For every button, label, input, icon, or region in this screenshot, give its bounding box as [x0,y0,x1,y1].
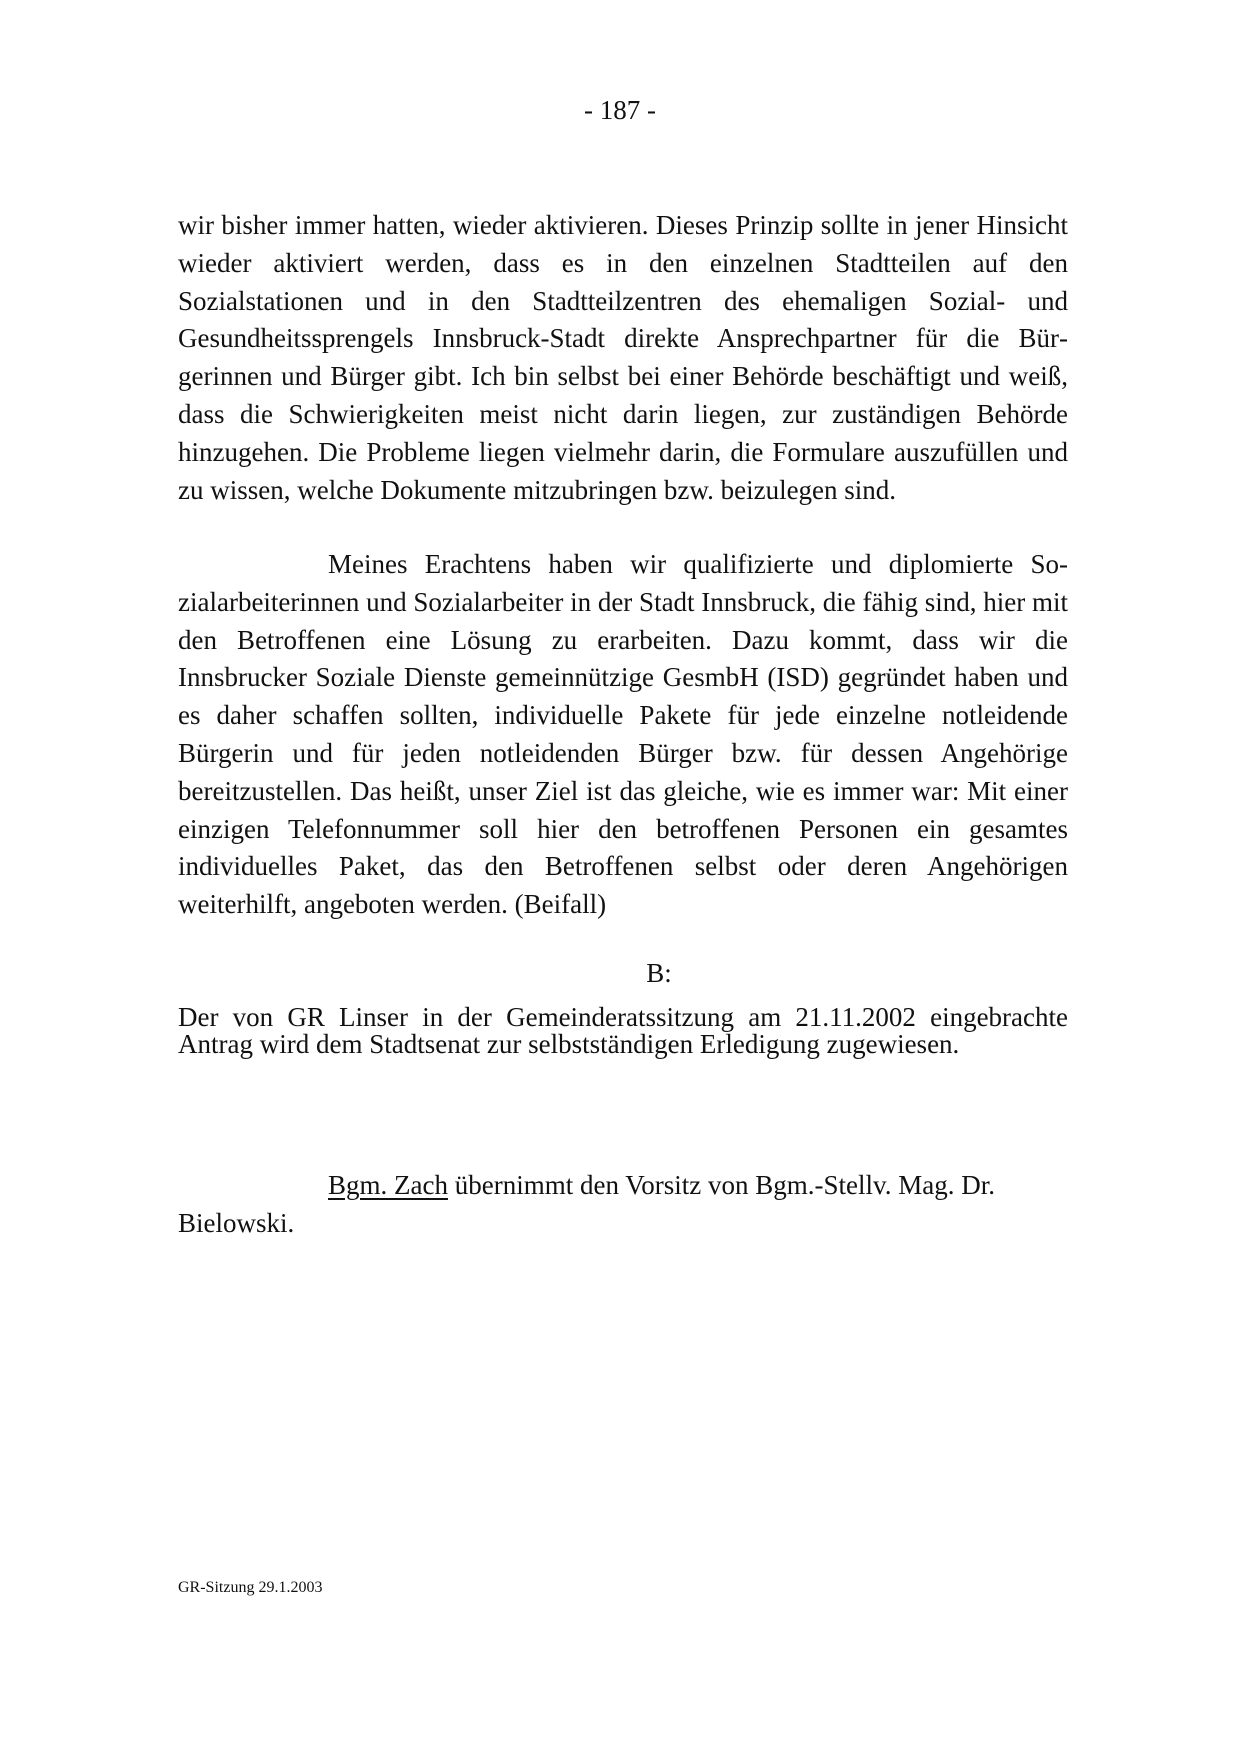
footer-session-date: GR-Sitzung 29.1.2003 [178,1579,323,1596]
chair-change-text: übernimmt den Vorsitz von Bgm.-Stellv. Mag. Dr. Bielowski. [178,1170,995,1238]
chair-change-note [178,1166,1068,1242]
decision-text: Der von GR Linser in der Gemeinderatssitzung am 21.11.2002 eingebrachte Antrag wird dem Stadtsenat zur selbstständigen Erledigung zugewiesen. [178,1002,1068,1059]
speaker-name: Bgm. Zach [328,1170,448,1200]
section-heading-b: B: [646,958,672,988]
page-number: - 187 - [584,95,656,125]
speech-paragraph: Meines Erachtens haben wir qualifizierte und diplomierte Sozialarbeiterinnen und Sozialarbeiter in der Stadt Innsbruck, die fähig sind, hier mit den Betroffenen eine Lösung zu erarbeiten. Dazu kommt, dass wir die Innsbrucker Soziale Dienste gemeinnützige GesmbH (ISD) gegründet haben und es daher schaffen sollten, individuelle Pakete für jede einzelne notleidende Bürgerin und für jeden notleidenden Bürger bzw. für dessen Angehörige bereitzustellen. Das heißt, unser Ziel ist das gleiche, wie es immer war: Mit einer einzigen Telefonnummer soll hier den betroffenen Personen ein gesamtes individuelles Paket, das den Betroffenen selbst oder deren Angehörigen weiterhilft, angeboten werden. (Beifall) [178,549,1068,920]
speech-paragraph-continued: wir bisher immer hatten, wieder aktivieren. Dieses Prinzip sollte in jener Hinsicht wieder aktiviert werden, dass es in den einzelnen Stadtteilen auf den Sozialstationen und in den Stadtteilzentren des ehemaligen Sozial- und Gesundheitssprengels Innsbruck-Stadt direkte Ansprechpartner für die Bürgerinnen und Bürger gibt. Ich bin selbst bei einer Behörde beschäftigt und weiß, dass die Schwierigkeiten meist nicht darin liegen, zur zuständigen Behörde hinzugehen. Die Probleme liegen vielmehr darin, die Formulare auszufüllen und zu wissen, welche Dokumente mitzubringen bzw. beizulegen sind. [178,210,1068,505]
